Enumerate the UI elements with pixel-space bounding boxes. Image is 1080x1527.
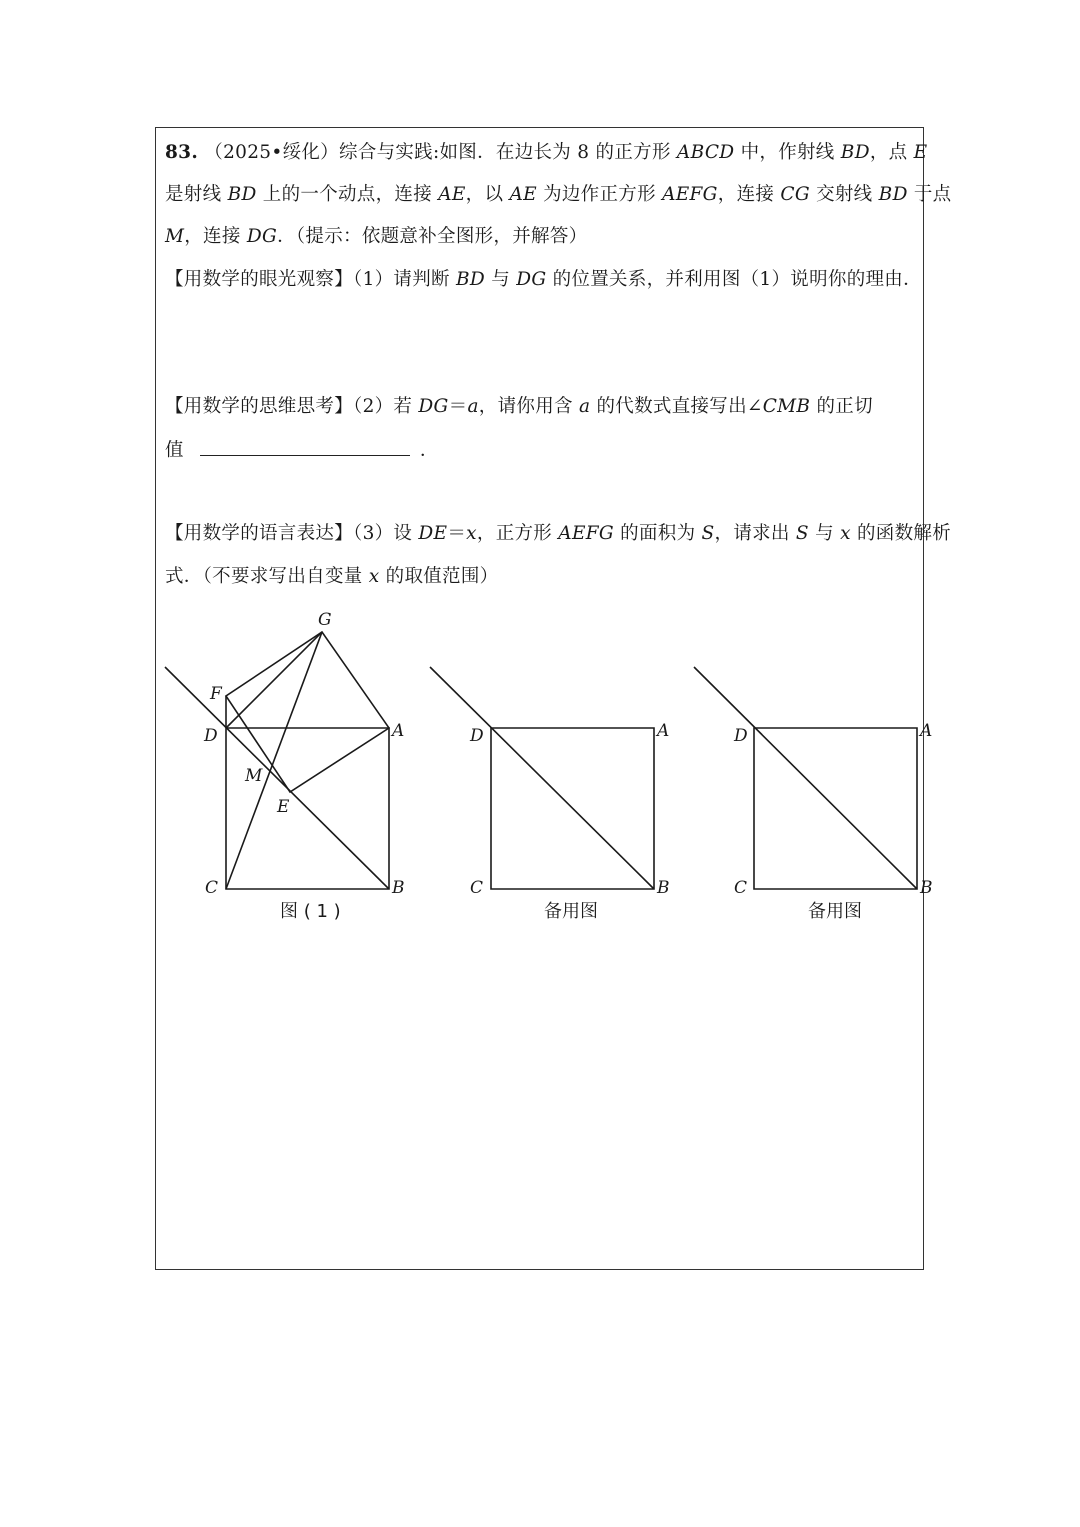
segment-name: DG — [516, 269, 547, 290]
text-segment: ，请求出 — [714, 523, 796, 544]
caption-fig1: 图 ( 1 ) — [280, 901, 341, 922]
label-b: B — [657, 878, 670, 898]
text-segment: 的函数解析 — [850, 523, 951, 544]
text-segment: 交射线 — [809, 184, 879, 205]
figure-3 — [694, 667, 933, 922]
text-segment: ，请你用含 — [478, 396, 579, 417]
text-segment: 上的一个动点，连接 — [256, 184, 439, 205]
problem-number: 83. — [165, 142, 199, 163]
ray-bd — [430, 667, 654, 889]
part2-tag: 【用数学的思维思考】 — [165, 396, 354, 417]
text-segment: 为边作正方形 — [536, 184, 663, 205]
text-segment: 的取值范围） — [379, 566, 499, 587]
point-name: M — [165, 226, 185, 247]
variable-name: x — [368, 566, 380, 587]
part3-tag: 【用数学的语言表达】 — [165, 523, 354, 544]
text-segment: ．（提示：依题意补全图形，并解答） — [277, 226, 588, 247]
segment-name: DG — [246, 226, 278, 247]
label-b: B — [392, 878, 405, 898]
segment-dg — [226, 632, 322, 728]
text-segment: 式．（不要求写出自变量 — [165, 566, 369, 587]
segment-name: DE — [418, 523, 448, 544]
segment-name: AE — [509, 184, 537, 205]
text-segment: 的位置关系，并利用图（1）说明你的理由． — [546, 269, 922, 290]
text-segment: 的面积为 — [613, 523, 702, 544]
square-name: AEFG — [662, 184, 718, 205]
label-b: B — [920, 878, 933, 898]
label-g: G — [318, 610, 332, 630]
angle-name: CMB — [762, 396, 811, 417]
text-segment: ，连接 — [184, 226, 247, 247]
variable-name: a — [578, 396, 591, 417]
segment-name: BD — [456, 269, 486, 290]
text-segment: ，以 — [465, 184, 510, 205]
label-m: M — [245, 766, 263, 786]
text-segment: 与 — [808, 523, 841, 544]
text-segment: 是射线 — [165, 184, 228, 205]
variable-name: a — [467, 396, 479, 417]
figure-2 — [430, 667, 670, 922]
text-segment: ，点 — [869, 142, 914, 163]
figure-1 — [165, 610, 405, 922]
square-name: AEFG — [558, 523, 614, 544]
label-c: C — [205, 878, 219, 898]
variable-name: x — [840, 523, 851, 544]
text-segment: 与 — [485, 269, 517, 290]
text-segment: ． — [419, 440, 439, 461]
part1-tag: 【用数学的眼光观察】 — [165, 269, 354, 290]
label-f: F — [210, 684, 222, 704]
text-segment: ，正方形 — [476, 523, 559, 544]
variable-name: S — [795, 523, 809, 544]
label-d: D — [470, 726, 484, 746]
segment-name: DG — [418, 396, 449, 417]
label-c: C — [734, 878, 748, 898]
ray-name: BD — [840, 142, 870, 163]
text-segment: ＝ — [448, 396, 468, 417]
label-a: A — [657, 721, 670, 741]
segment-name: CG — [780, 184, 810, 205]
variable-name: S — [701, 523, 715, 544]
text-segment: （1）请判断 — [353, 269, 457, 290]
label-a: A — [920, 721, 933, 741]
label-a: A — [392, 721, 405, 741]
variable-name: x — [466, 523, 477, 544]
label-c: C — [470, 878, 484, 898]
text-segment: ＝ — [447, 523, 467, 544]
ray-name: BD — [878, 184, 908, 205]
ray-bd — [165, 667, 389, 889]
segment-cg — [226, 632, 322, 889]
segment-name: AE — [438, 184, 466, 205]
ray-name: BD — [227, 184, 257, 205]
label-e: E — [277, 797, 290, 817]
label-d: D — [734, 726, 748, 746]
text-segment: （2）若 — [353, 396, 419, 417]
text-segment: 中，作射线 — [734, 142, 841, 163]
square-name: ABCD — [676, 142, 735, 163]
caption-fig2: 备用图 — [544, 901, 598, 922]
text-segment: 值 — [165, 440, 184, 461]
ray-bd — [694, 667, 917, 889]
text-segment: （2025•绥化）综合与实践:如图．在边长为 8 的正方形 — [204, 142, 677, 163]
text-segment: 的正切 — [810, 396, 873, 417]
label-d: D — [204, 726, 218, 746]
text-segment: 的代数式直接写出∠ — [590, 396, 763, 417]
caption-fig3: 备用图 — [808, 901, 862, 922]
text-segment: ，连接 — [717, 184, 781, 205]
point-name: E — [913, 142, 928, 163]
text-segment: （3）设 — [353, 523, 419, 544]
text-segment: 于点 — [907, 184, 952, 205]
